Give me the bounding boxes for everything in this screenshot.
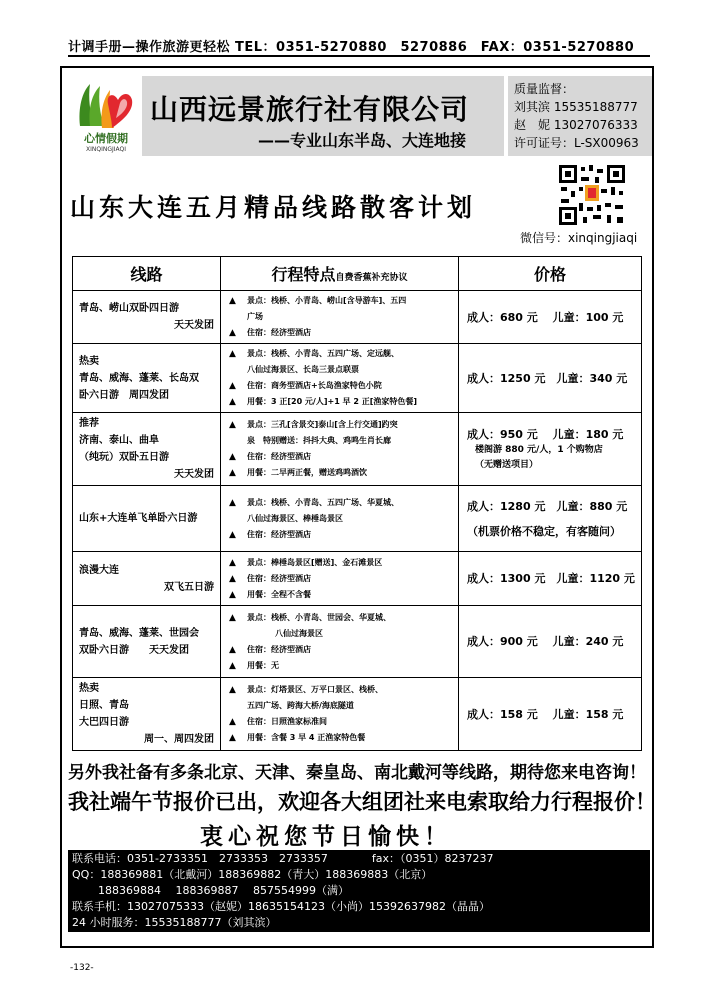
feature-item [229, 730, 454, 746]
route-line: （纯玩）双卧五日游 [79, 452, 169, 463]
header-rule [68, 55, 650, 57]
route-cell [73, 413, 221, 486]
contact-block [68, 850, 650, 932]
feature-text: 住宿：日照渔家标准间 [247, 717, 327, 726]
feature-item [229, 293, 454, 309]
table-row [73, 413, 642, 486]
table-row [73, 291, 642, 344]
price-line: 成人：1280 元 儿童：880 元 [467, 499, 628, 513]
feature-text: 景点：栈桥、小青岛、世园会、华夏城、 [247, 612, 391, 622]
route-line: 青岛、威海、蓬莱、长岛双 [79, 372, 199, 384]
feature-text: 住宿：经济型酒店 [247, 452, 311, 461]
route-line: 热卖 [79, 355, 99, 367]
table-row [73, 344, 642, 413]
company-tagline: ——专业山东半岛、大连地接 [258, 131, 467, 150]
route-cell [73, 678, 221, 751]
triangle-bullet-icon: ▲ [229, 328, 236, 338]
contact-qq-2: 188369884 188369887 857554999（满） [98, 884, 349, 897]
price-cell [459, 486, 642, 552]
features-cell [221, 413, 459, 486]
table-header-row [73, 257, 642, 291]
feature-item: 八仙过海景区、棒棰岛景区 [247, 513, 343, 523]
route-cell [73, 606, 221, 678]
price-note: 楼阁游 880 元/人，1 个购物店 [475, 444, 603, 455]
price-note: （机票价格不稳定，有客随问） [467, 524, 621, 538]
feature-text: 用餐：含餐 3 早 4 正渔家特色餐 [247, 733, 366, 742]
price-line: 成人：900 元 儿童：240 元 [467, 635, 624, 648]
triangle-bullet-icon: ▲ [229, 397, 236, 407]
route-cell [73, 344, 221, 413]
plan-title: 山东大连五月精品线路散客计划 [70, 193, 477, 222]
feature-item [229, 610, 454, 626]
table-row [73, 552, 642, 606]
logo-caption-en: XINQINGJIAQI [85, 146, 127, 153]
price-cell [459, 413, 642, 486]
feature-text: 用餐：3 正[20 元/人]+1 早 2 正[渔家特色餐] [247, 397, 418, 406]
promo-dragon-boat: 我社端午节报价已出，欢迎各大组团社来电索取给力行程报价！ [68, 790, 656, 814]
price-line: 成人：1300 元 儿童：1120 元 [467, 572, 635, 585]
feature-text: 住宿：经济型酒店 [247, 644, 311, 654]
route-line: 双飞五日游 [164, 581, 214, 593]
feature-text: 景点：棒棰岛景区[赠送]、金石滩景区 [247, 557, 383, 567]
feature-text: 景点：三孔[含景交]泰山[含上行交通]趵突 [247, 420, 398, 429]
feature-item [229, 527, 454, 543]
feature-item [229, 495, 454, 511]
contact-24h-service: 24 小时服务：15535188777（刘其滨） [72, 916, 277, 929]
feature-text: 住宿：经济型酒店 [247, 573, 311, 583]
feature-text: 住宿：经济型酒店 [247, 529, 311, 539]
triangle-bullet-icon: ▲ [229, 573, 236, 584]
feature-item [229, 346, 454, 362]
license-number: 许可证号：L-SX00963 [514, 136, 639, 150]
route-table [72, 256, 642, 751]
company-name: 山西远景旅行社有限公司 [150, 93, 470, 126]
features-cell [221, 552, 459, 606]
route-line: 大巴四日游 [79, 717, 129, 728]
feature-item: 五四广场、跨海大桥/海底隧道 [247, 701, 354, 710]
price-cell [459, 606, 642, 678]
triangle-bullet-icon: ▲ [229, 420, 236, 430]
feature-text: 景点：栈桥、小青岛、崂山[含导游车]、五四 [247, 296, 407, 305]
feature-text: 住宿：商务型酒店+长岛渔家特色小院 [247, 381, 382, 390]
feature-item [229, 587, 454, 603]
feature-item: 广场 [247, 312, 263, 321]
route-cell [73, 486, 221, 552]
contact-phone: 联系电话：0351-2733351 2733353 2733357 fax：（0351）8237237 [72, 852, 494, 865]
feature-item [229, 394, 454, 410]
feature-item [229, 417, 454, 433]
features-cell [221, 344, 459, 413]
triangle-bullet-icon: ▲ [229, 529, 236, 540]
wechat-id: 微信号：xinqingjiaqi [520, 231, 638, 245]
triangle-bullet-icon: ▲ [229, 557, 236, 568]
feature-item [229, 571, 454, 587]
table-row [73, 606, 642, 678]
table-row [73, 486, 642, 552]
features-cell [221, 606, 459, 678]
feature-item [229, 658, 454, 674]
features-header-label: 行程特点 [271, 265, 336, 284]
feature-item [229, 325, 454, 341]
feature-text: 景点：栈桥、小青岛、五四广场、定远舰、 [247, 349, 399, 358]
feature-item [229, 465, 454, 481]
column-header-features [221, 257, 459, 291]
contact-qq-1: QQ：188369881（北戴河）188369882（青大）188369883（北京） [72, 868, 433, 881]
price-note: （无赠送项目） [475, 459, 539, 470]
contact-mobile: 联系手机：13027075333（赵妮）18635154123（小尚）15392637982（晶晶） [72, 900, 490, 913]
route-line: 浪漫大连 [79, 564, 119, 576]
feature-item [229, 642, 454, 658]
route-line: 天天发团 [174, 320, 214, 331]
column-header-price: 价格 [459, 257, 642, 291]
column-header-route: 线路 [73, 257, 221, 291]
triangle-bullet-icon: ▲ [229, 660, 236, 671]
route-line: 青岛、崂山双卧四日游 [79, 303, 179, 314]
triangle-bullet-icon: ▲ [229, 685, 236, 695]
feature-text: 景点：灯塔景区、万平口景区、栈桥、 [247, 685, 383, 694]
price-line: 成人：1250 元 儿童：340 元 [467, 371, 628, 385]
triangle-bullet-icon: ▲ [229, 452, 236, 462]
triangle-bullet-icon: ▲ [229, 589, 236, 600]
feature-text: 用餐：全程不含餐 [247, 589, 311, 599]
triangle-bullet-icon: ▲ [229, 717, 236, 727]
route-line: 天天发团 [174, 469, 214, 480]
price-cell [459, 291, 642, 344]
triangle-bullet-icon: ▲ [229, 733, 236, 743]
feature-text: 住宿：经济型酒店 [247, 328, 311, 337]
feature-item [229, 682, 454, 698]
route-cell [73, 552, 221, 606]
supervision-contact-2: 赵 妮 13027076333 [514, 118, 638, 132]
route-line: 推荐 [79, 418, 99, 429]
feature-item: 泉 特别赠送：抖抖大典、鸡鸣生肖长廊 [247, 436, 391, 445]
feature-item [229, 714, 454, 730]
table-row [73, 678, 642, 751]
triangle-bullet-icon: ▲ [229, 497, 236, 508]
features-cell [221, 678, 459, 751]
triangle-bullet-icon: ▲ [229, 468, 236, 478]
route-line: 双卧六日游 天天发团 [79, 644, 189, 656]
route-line: 周一、周四发团 [144, 734, 214, 745]
price-cell [459, 678, 642, 751]
qr-code-icon [557, 163, 627, 227]
feature-item [229, 449, 454, 465]
feature-item: 八仙过海景区 [275, 628, 323, 638]
quality-supervision [508, 76, 652, 156]
features-cell [221, 291, 459, 344]
feature-text: 景点：栈桥、小青岛、五四广场、华夏城、 [247, 497, 399, 507]
triangle-bullet-icon: ▲ [229, 381, 236, 391]
feature-text: 用餐：无 [247, 660, 279, 670]
price-line: 成人：158 元 儿童：158 元 [467, 707, 624, 721]
feature-text: 用餐：二早两正餐，赠送鸡鸣酒饮 [247, 468, 367, 477]
promo-more-routes: 另外我社备有多条北京、天津、秦皇岛、南北戴河等线路，期待您来电咨询！ [68, 763, 646, 783]
page-number: -132- [70, 963, 94, 973]
route-line: 济南、泰山、曲阜 [79, 435, 159, 446]
holiday-greeting: 衷心祝您节日愉快！ [200, 823, 452, 850]
feature-item [229, 555, 454, 571]
page-header: 计调手册—操作旅游更轻松 TEL：0351-5270880 5270886 FAX：0351-5270880 [68, 40, 635, 55]
route-line: 青岛、威海、蓬莱、世园会 [79, 627, 199, 639]
triangle-bullet-icon: ▲ [229, 644, 236, 655]
triangle-bullet-icon: ▲ [229, 612, 236, 623]
price-line: 成人：680 元 儿童：100 元 [467, 310, 624, 324]
feature-item [229, 378, 454, 394]
features-header-note: 自费香蕉补充协议 [335, 273, 408, 283]
price-cell [459, 344, 642, 413]
triangle-bullet-icon: ▲ [229, 349, 236, 359]
supervision-contact-1: 刘其滨 15535188777 [514, 100, 638, 114]
logo-caption: 心情假期 [84, 132, 128, 145]
supervision-title: 质量监督： [514, 82, 575, 96]
route-line: 日照、青岛 [79, 700, 129, 711]
heart-leaf-logo-icon [72, 78, 140, 134]
route-line: 热卖 [79, 683, 99, 694]
price-cell [459, 552, 642, 606]
price-line: 成人：950 元 儿童：180 元 [467, 427, 624, 441]
triangle-bullet-icon: ▲ [229, 296, 236, 306]
route-line: 山东+大连单飞单卧六日游 [79, 513, 198, 524]
route-cell [73, 291, 221, 344]
features-cell [221, 486, 459, 552]
feature-item: 八仙过海景区、长岛三景点联票 [247, 365, 359, 374]
route-line: 卧六日游 周四发团 [79, 389, 169, 401]
